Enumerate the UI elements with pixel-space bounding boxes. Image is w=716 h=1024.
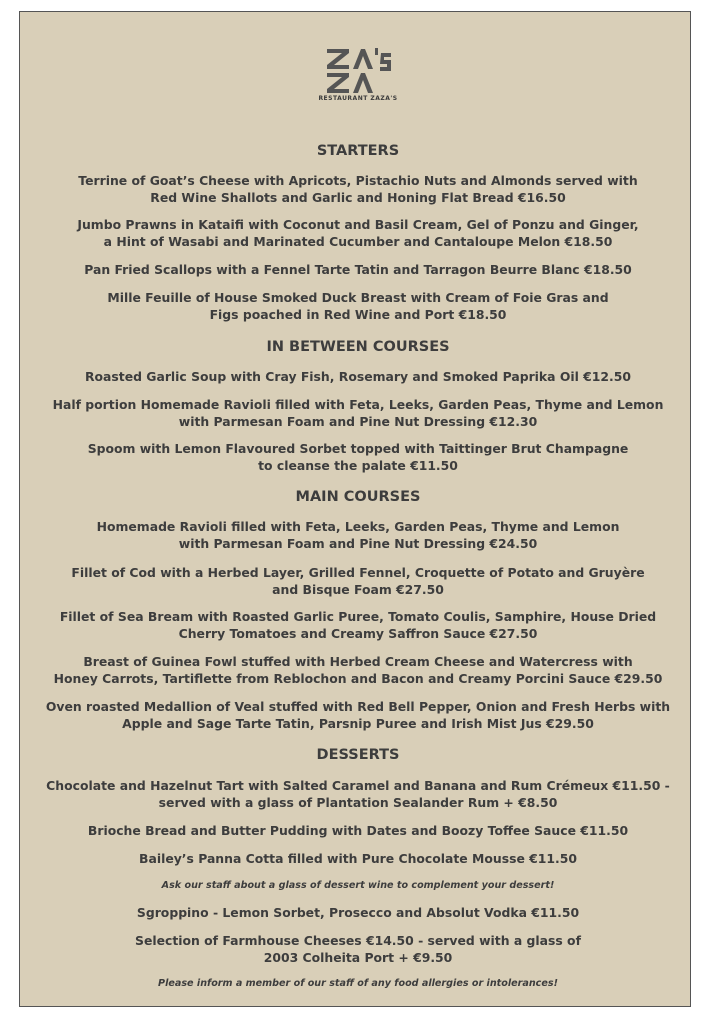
menu-item: Mille Feuille of House Smoked Duck Breast with Cream of Foie Gras and Figs poached in Red Wine and Port €18.50 xyxy=(107,290,609,322)
menu-item: Chocolate and Hazelnut Tart with Salted Caramel and Banana and Rum Crémeux €11.50 - served with a glass of Plantation Sealander Rum + €8.50 xyxy=(46,778,670,810)
section-title-desserts: DESSERTS xyxy=(316,747,400,763)
menu-item: Fillet of Cod with a Herbed Layer, Grilled Fennel, Croquette of Potato and Gruyère and Bisque Foam €27.50 xyxy=(71,565,645,597)
menu-item: Oven roasted Medallion of Veal stuffed with Red Bell Pepper, Onion and Fresh Herbs with Apple and Sage Tarte Tatin, Parsnip Puree and Irish Mist Jus €29.50 xyxy=(45,699,671,731)
allergy-note: Please inform a member of our staff of any food allergies or intolerances! xyxy=(158,978,558,989)
menu-item: Jumbo Prawns in Kataifi with Coconut and Basil Cream, Gel of Ponzu and Ginger, a Hint of Wasabi and Marinated Cucumber and Cantaloupe Melon €18.50 xyxy=(77,217,639,249)
menu-item: Pan Fried Scallops with a Fennel Tarte Tatin and Tarragon Beurre Blanc €18.50 xyxy=(84,262,632,277)
menu-item: Bailey’s Panna Cotta filled with Pure Chocolate Mousse €11.50 xyxy=(139,851,577,866)
logo-subtitle: RESTAURANT ZAZA'S xyxy=(318,95,398,102)
menu-item: Terrine of Goat’s Cheese with Apricots, Pistachio Nuts and Almonds served with Red Wine Shallots and Garlic and Honing Flat Bread €16.50 xyxy=(78,173,638,205)
menu-item: Homemade Ravioli filled with Feta, Leeks, Garden Peas, Thyme and Lemon with Parmesan Foam and Pine Nut Dressing €24.50 xyxy=(96,519,620,551)
dessert-wine-note: Ask our staff about a glass of dessert wine to complement your dessert! xyxy=(161,880,555,891)
restaurant-logo xyxy=(312,45,404,102)
zazas-logo-mark xyxy=(323,45,393,95)
menu-item: Spoom with Lemon Flavoured Sorbet topped with Taittinger Brut Champagne to cleanse the palate €11.50 xyxy=(87,441,629,473)
menu-item: Sgroppino - Lemon Sorbet, Prosecco and Absolut Vodka €11.50 xyxy=(136,905,580,920)
menu-item: Breast of Guinea Fowl stuffed with Herbed Cream Cheese and Watercress with Honey Carrots, Tartiflette from Reblochon and Bacon and Creamy Porcini Sauce €29.50 xyxy=(53,654,663,686)
section-title-main-courses: MAIN COURSES xyxy=(295,489,421,505)
menu-item: Roasted Garlic Soup with Cray Fish, Rosemary and Smoked Paprika Oil €12.50 xyxy=(84,369,631,384)
menu-item: Selection of Farmhouse Cheeses €14.50 - served with a glass of 2003 Colheita Port + €9.50 xyxy=(135,933,581,965)
section-title-in-between-courses: IN BETWEEN COURSES xyxy=(266,339,450,355)
menu-item: Brioche Bread and Butter Pudding with Dates and Boozy Toffee Sauce €11.50 xyxy=(87,823,629,838)
section-title-starters: STARTERS xyxy=(316,143,400,159)
menu-item: Half portion Homemade Ravioli filled with Feta, Leeks, Garden Peas, Thyme and Lemon with Parmesan Foam and Pine Nut Dressing €12.30 xyxy=(52,397,664,429)
menu-item: Fillet of Sea Bream with Roasted Garlic Puree, Tomato Coulis, Samphire, House Dried Cherry Tomatoes and Creamy Saffron Sauce €27.50 xyxy=(59,609,657,641)
